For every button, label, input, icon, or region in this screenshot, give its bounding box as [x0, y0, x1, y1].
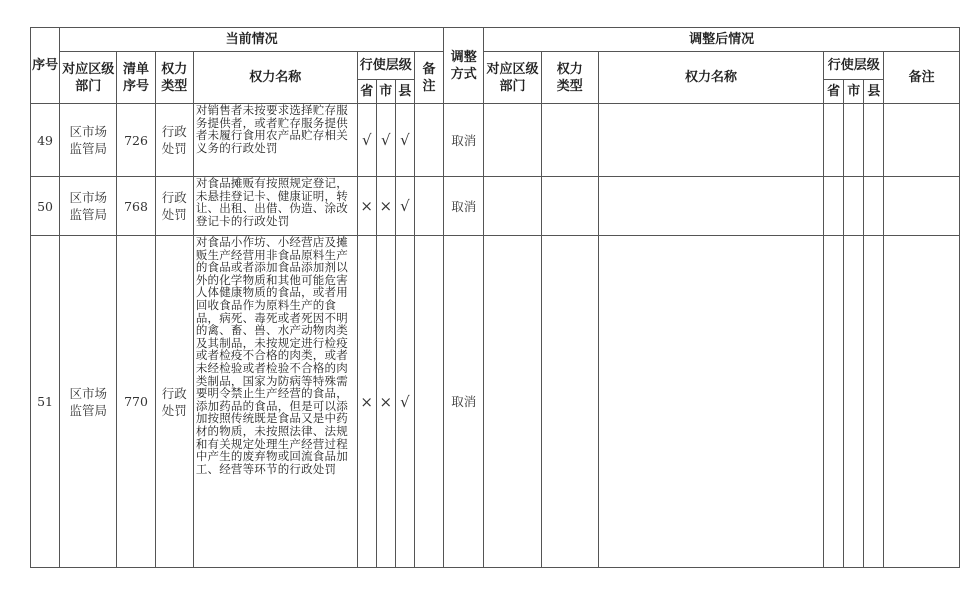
header-county: 县	[395, 80, 414, 104]
header-adjusted: 调整后情况	[484, 28, 960, 52]
row-adj-power-name	[598, 236, 823, 568]
header-current: 当前情况	[60, 28, 444, 52]
row-adj-province	[824, 177, 844, 236]
header-adj-levels: 行使层级	[824, 52, 884, 80]
row-adj-city	[844, 236, 864, 568]
row-adj-county	[864, 104, 884, 177]
header-city: 市	[376, 80, 395, 104]
row-county-mark: √	[395, 236, 414, 568]
header-adj-dept-text: 对应区级部门	[486, 61, 539, 94]
header-list-no	[117, 52, 155, 104]
row-dept-text: 区市场监管局	[69, 124, 108, 156]
header-adj-province: 省	[824, 80, 844, 104]
header-remarks	[414, 52, 443, 104]
row-adj-dept	[484, 236, 541, 568]
row-county-mark: √	[395, 177, 414, 236]
row-adj-city	[844, 104, 864, 177]
row-adj-province	[824, 104, 844, 177]
header-remarks-text: 备注	[422, 61, 436, 94]
header-dept	[60, 52, 117, 104]
header-province: 省	[357, 80, 376, 104]
row-adj-remark	[884, 177, 960, 236]
row-list-no: 770	[117, 236, 155, 568]
row-power-name: 对食品小作坊、小经营店及摊贩生产经营用非食品原料生产的食品或者添加食品添加剂以外的化学物质和其他可能危害人体健康物质的食品，或者用回收食品作为原料生产的食品，病死、毒死或者死因不明的禽、畜、兽、水产动物肉类及其制品，未按规定进行检疫或者检疫不合格的肉类，或者未经检验或者检验不合格的肉类制品，国家为防病等特殊需要明令禁止生产经营的食品，添加药品的食品，但是可以添加按照传统既是食品又是中药材的物质，未按照法律、法规和有关规定处理生产经营过程中产生的废弃物或回流食品加工、经营等环节的行政处罚	[193, 236, 357, 568]
row-adj-province	[824, 236, 844, 568]
header-adj-power-type	[541, 52, 598, 104]
row-power-name: 对销售者未按要求选择贮存服务提供者，或者贮存服务提供者未履行食用农产品贮存相关义务的行政处罚	[193, 104, 357, 177]
row-power-type-text: 行政处罚	[161, 190, 187, 222]
row-seq: 50	[31, 177, 60, 236]
row-county-mark: √	[395, 104, 414, 177]
table-row	[31, 104, 960, 177]
row-dept	[60, 236, 117, 568]
row-list-no: 726	[117, 104, 155, 177]
row-adj-county	[864, 236, 884, 568]
row-adj-county	[864, 177, 884, 236]
row-power-type	[155, 104, 193, 177]
row-adj-remark	[884, 104, 960, 177]
header-adj-power-type-text: 权力类型	[556, 61, 583, 94]
row-adjust-method: 取消	[444, 177, 484, 236]
header-adj-power-name: 权力名称	[598, 52, 823, 104]
row-adj-power-type	[541, 236, 598, 568]
header-power-type	[155, 52, 193, 104]
row-city-mark: ×	[376, 236, 395, 568]
header-adj-city: 市	[844, 80, 864, 104]
row-list-no: 768	[117, 177, 155, 236]
row-power-type-text: 行政处罚	[161, 124, 187, 156]
row-power-type	[155, 236, 193, 568]
header-adj-dept	[484, 52, 541, 104]
row-dept-text: 区市场监管局	[69, 385, 108, 418]
header-adj-county: 县	[864, 80, 884, 104]
row-province-mark: ×	[357, 177, 376, 236]
row-remark	[414, 236, 443, 568]
row-dept	[60, 177, 117, 236]
power-adjustment-table	[30, 27, 960, 568]
row-adjust-method: 取消	[444, 104, 484, 177]
row-dept	[60, 104, 117, 177]
row-adj-dept	[484, 104, 541, 177]
row-province-mark: √	[357, 104, 376, 177]
row-city-mark: ×	[376, 177, 395, 236]
row-seq: 51	[31, 236, 60, 568]
header-seq: 序号	[31, 28, 60, 104]
row-adjust-method: 取消	[444, 236, 484, 568]
row-remark	[414, 104, 443, 177]
row-city-mark: √	[376, 104, 395, 177]
header-dept-text: 对应区级部门	[62, 61, 115, 94]
row-adj-power-type	[541, 104, 598, 177]
row-province-mark: ×	[357, 236, 376, 568]
row-power-type	[155, 177, 193, 236]
header-list-no-text: 清单序号	[123, 61, 150, 94]
header-levels: 行使层级	[357, 52, 414, 80]
row-adj-city	[844, 177, 864, 236]
row-adj-dept	[484, 177, 541, 236]
row-remark	[414, 177, 443, 236]
header-adj-remarks: 备注	[884, 52, 960, 104]
row-dept-text: 区市场监管局	[69, 190, 108, 222]
row-power-name: 对食品摊贩有按照规定登记，未悬挂登记卡、健康证明，转让、出租、出借、伪造、涂改登记卡的行政处罚	[193, 177, 357, 236]
row-seq: 49	[31, 104, 60, 177]
row-adj-remark	[884, 236, 960, 568]
header-power-name: 权力名称	[193, 52, 357, 104]
row-adj-power-type	[541, 177, 598, 236]
header-power-type-text: 权力类型	[161, 61, 188, 94]
row-adj-power-name	[598, 177, 823, 236]
row-adj-power-name	[598, 104, 823, 177]
header-adjust-method	[444, 28, 484, 104]
table-row	[31, 236, 960, 568]
table-row	[31, 177, 960, 236]
header-adjust-method-text: 调整方式	[450, 49, 477, 82]
row-power-type-text: 行政处罚	[161, 385, 187, 418]
